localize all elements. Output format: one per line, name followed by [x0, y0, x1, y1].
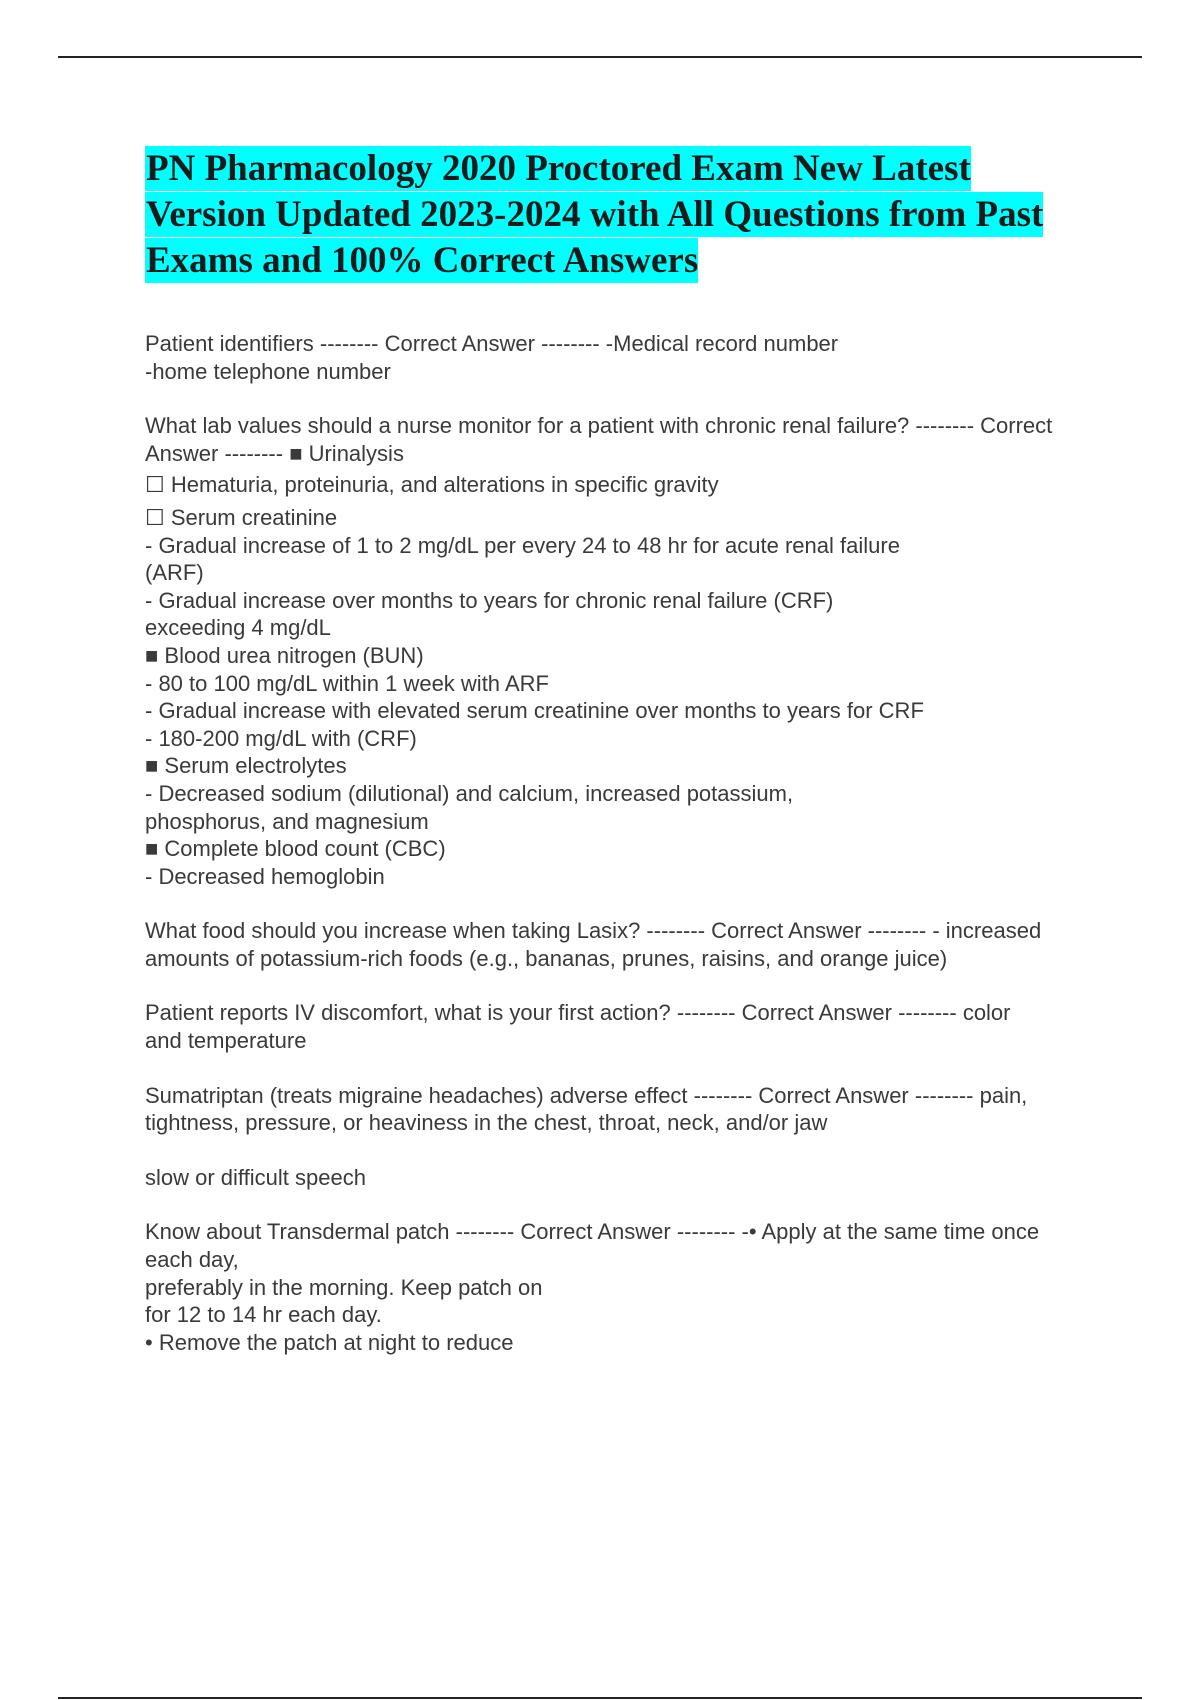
answer-line: - Gradual increase over months to years for chronic renal failure (CRF) exceeding 4 mg/dL [145, 587, 834, 641]
document-body [145, 330, 1085, 1383]
answer-line: -home telephone number [145, 358, 391, 384]
question-text: Sumatriptan (treats migraine headaches) adverse effect -------- Correct Answer -------- pain, tightness, pressure, or heaviness in the chest, throat, neck, and/or jaw [145, 1082, 1028, 1136]
question-text: slow or difficult speech [145, 1164, 366, 1190]
question-text: What lab values should a nurse monitor for a patient with chronic renal failure? -------- Correct Answer -------- ■ Urinalysis [145, 413, 1053, 466]
header-rule [58, 56, 1142, 58]
qa-entry-renal-lab-values [145, 412, 1085, 890]
answer-line: - Gradual increase of 1 to 2 mg/dL per every 24 to 48 hr for acute renal failure (ARF) [145, 532, 900, 586]
answer-line: ☐ Serum creatinine [145, 504, 338, 530]
answer-line: - Decreased hemoglobin [145, 863, 385, 889]
qa-entry-sumatriptan [145, 1082, 1085, 1137]
qa-entry-slow-speech [145, 1164, 1085, 1192]
qa-entry-patient-identifiers [145, 330, 1085, 385]
document-title: PN Pharmacology 2020 Proctored Exam New Latest Version Updated 2023-2024 with All Questions from Past Exams and 100% Correct Answers [146, 148, 1044, 281]
answer-line: - Gradual increase with elevated serum creatinine over months to years for CRF [145, 698, 924, 724]
answer-line: - Decreased sodium (dilutional) and calcium, increased potassium, phosphorus, and magnesium [145, 780, 794, 834]
qa-entry-transdermal-patch [145, 1218, 1085, 1356]
answer-line: preferably in the morning. Keep patch on [145, 1274, 543, 1300]
answer-line: • Remove the patch at night to reduce [145, 1329, 514, 1355]
question-text: Patient identifiers -------- Correct Answer -------- -Medical record number [145, 331, 839, 356]
answer-line: for 12 to 14 hr each day. [145, 1302, 382, 1328]
answer-line: ☐ Hematuria, proteinuria, and alterations in specific gravity [145, 472, 719, 498]
question-text: Patient reports IV discomfort, what is your first action? -------- Correct Answer -------- color and temperature [145, 1000, 1011, 1054]
question-text: What food should you increase when taking Lasix? -------- Correct Answer -------- - increased amounts of potassium-rich foods (e.g., bananas, prunes, raisins, and orange juice) [145, 918, 1042, 971]
answer-line: - 80 to 100 mg/dL within 1 week with ARF [145, 670, 549, 696]
qa-entry-iv-discomfort [145, 999, 1085, 1054]
answer-line: ■ Serum electrolytes [145, 753, 347, 779]
qa-entry-lasix-food [145, 917, 1085, 972]
answer-line: ■ Blood urea nitrogen (BUN) [145, 642, 424, 668]
question-text: Know about Transdermal patch -------- Correct Answer -------- -• Apply at the same time once each day, [145, 1219, 1040, 1273]
answer-line: - 180-200 mg/dL with (CRF) [145, 725, 417, 751]
footer-rule [58, 1697, 1142, 1699]
answer-line: ■ Complete blood count (CBC) [145, 836, 446, 862]
